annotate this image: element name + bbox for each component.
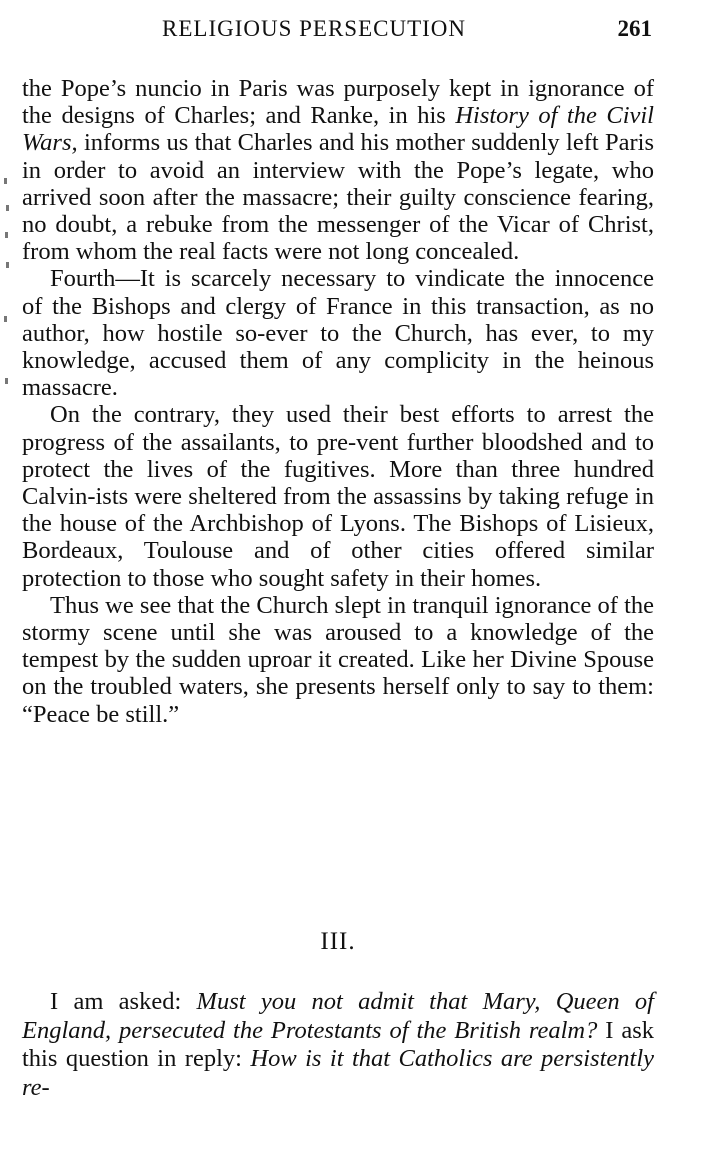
margin-speck <box>4 178 7 184</box>
book-title-italic: History of the Civil Wars, <box>22 102 654 157</box>
paragraph-continued <box>22 75 654 265</box>
margin-speck <box>5 232 8 238</box>
margin-speck <box>4 316 7 322</box>
section-number: III. <box>320 928 356 955</box>
paragraph-fourth: Fourth—It is scarcely necessary to vindicate the innocence of the Bishops and clergy of France in this transaction, as no author, how hostile so-ever to the Church, has ever, to my knowledge, accused them of any complicity in the heinous massacre. <box>22 265 654 402</box>
paragraph-1-end: informs us that Charles and his mother suddenly left Paris in order to avoid an interview with the Pope’s legate, who arrived soon after the massacre; their guilty conscience fearing, no doubt, a rebuke from the messenger of the Vicar of Christ, from whom the real facts were not long concealed. <box>22 129 654 266</box>
paragraph-thus: Thus we see that the Church slept in tranquil ignorance of the stormy scene until she was aroused to a knowledge of the tempest by the sudden uproar it created. Like her Divine Spouse on the troubled waters, she presents herself only to say to them: “Peace be still.” <box>22 591 654 728</box>
final-intro: I am asked: <box>50 988 197 1015</box>
question-italic-1: Must you not admit that Mary, Queen of England, persecuted the Protestants of the British realm? <box>22 988 654 1044</box>
final-paragraph <box>22 988 654 1102</box>
paragraph-contrary: On the contrary, they used their best efforts to arrest the progress of the assailants, to pre-vent further bloodshed and to protect the lives of the fugitives. More than three hundred Calvin-ists were sheltered from the assassins by taking refuge in the house of the Archbishop of Lyons. The Bishops of Lisieux, Bordeaux, Toulouse and of other cities offered similar protection to those who sought safety in their homes. <box>22 401 654 592</box>
running-head <box>22 16 652 50</box>
margin-speck <box>6 262 9 268</box>
margin-speck <box>5 378 8 384</box>
running-head-title: RELIGIOUS PERSECUTION <box>162 16 467 41</box>
body-text <box>22 75 654 728</box>
page-number: 261 <box>617 16 652 41</box>
margin-speck <box>6 205 9 211</box>
final-middle: I ask this question in reply: <box>22 1016 654 1072</box>
paragraph-1-start: the Pope’s nuncio in Paris was purposely kept in ignorance of the designs of Charles; and Ranke, in his <box>22 75 654 130</box>
question-italic-2: How is it that Catholics are persistently re- <box>22 1045 655 1101</box>
